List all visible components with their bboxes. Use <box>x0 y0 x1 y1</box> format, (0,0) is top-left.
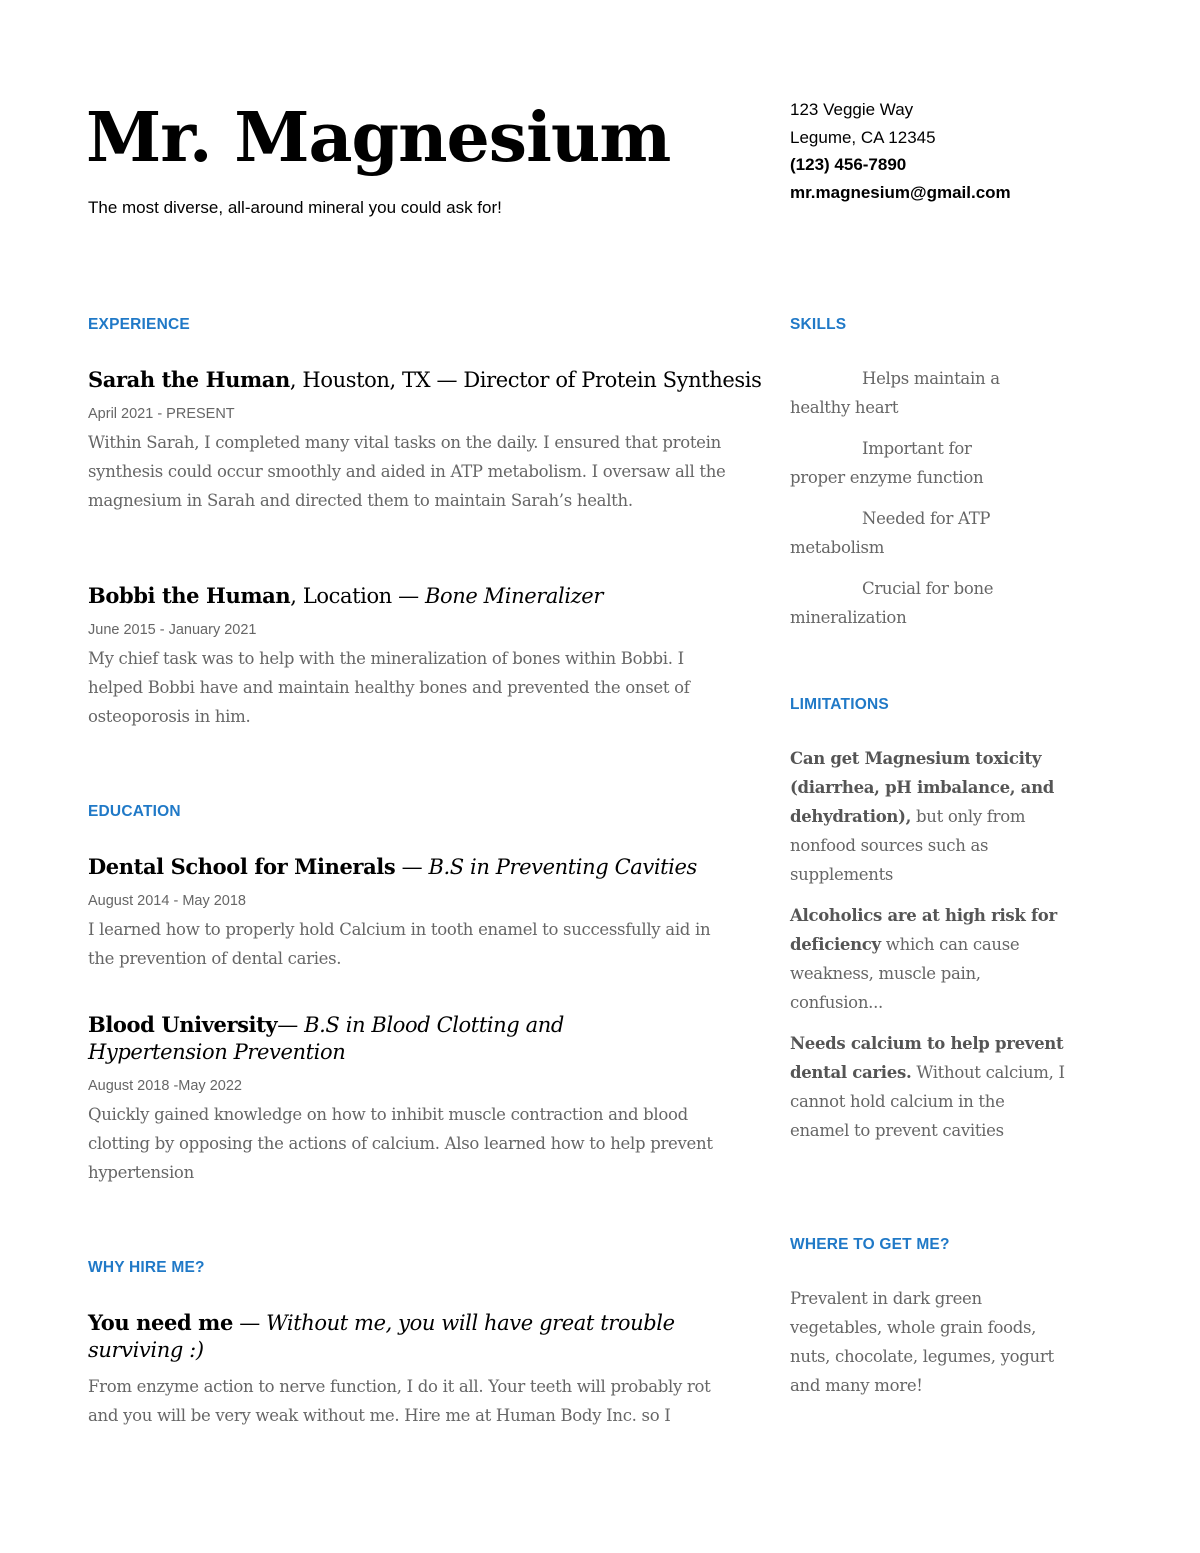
entry-location: , Location — <box>290 584 425 608</box>
education-heading: EDUCATION <box>88 803 181 820</box>
limitation-rest: which can cause weakness, muscle pain, confusion... <box>790 935 1020 1012</box>
where-text: Prevalent in dark green vegetables, whole grain foods, nuts, chocolate, legumes, yogurt and many more! <box>790 1289 1054 1395</box>
limitation-item <box>790 901 1065 1017</box>
entry-dates: June 2015 - January 2021 <box>88 622 257 638</box>
skills-heading: SKILLS <box>790 316 847 333</box>
skill-item: Important for proper enzyme function <box>790 439 984 487</box>
entry-sep: — <box>232 1311 267 1335</box>
contact-phone: (123) 456-7890 <box>790 155 907 174</box>
experience-entry <box>88 582 738 731</box>
entry-school: Dental School for Minerals <box>88 854 396 879</box>
contact-block <box>790 96 1011 206</box>
experience-section <box>88 316 738 334</box>
entry-location: , Houston, TX — <box>289 368 464 392</box>
contact-street: 123 Veggie Way <box>790 100 914 119</box>
skills-list <box>790 364 1020 632</box>
entry-org: Bobbi the Human <box>88 583 291 608</box>
limitations-list <box>790 744 1065 1145</box>
entry-sep: — <box>277 1013 305 1037</box>
where-body <box>790 1284 1065 1400</box>
entry-dates: August 2014 - May 2018 <box>88 893 246 909</box>
limitation-rest: but only from nonfood sources such as supplements <box>790 807 1026 884</box>
why-hire-heading: WHY HIRE ME? <box>88 1259 205 1276</box>
entry-title <box>88 582 738 610</box>
entry-title <box>88 1011 708 1066</box>
limitation-bold: Can get Magnesium toxicity (diarrhea, pH imbalance, and dehydration), <box>790 749 1055 826</box>
entry-subtitle: Without me, you will have great trouble surviving :) <box>88 1311 675 1362</box>
entry-org: Sarah the Human <box>88 367 290 392</box>
entry-degree: B.S in Blood Clotting and Hypertension Prevention <box>88 1013 564 1064</box>
entry-dates: August 2018 -May 2022 <box>88 1078 242 1094</box>
entry-description: My chief task was to help with the mineralization of bones within Bobbi. I helped Bobbi have and maintain healthy bones and prevented the onset of osteoporosis in him. <box>88 649 690 726</box>
experience-entry <box>88 366 768 515</box>
education-entry <box>88 1011 713 1187</box>
entry-title <box>88 1309 688 1364</box>
entry-description: From enzyme action to nerve function, I do it all. Your teeth will probably rot and you will be very weak without me. Hire me at Human Body Inc. so I <box>88 1377 711 1425</box>
entry-title <box>88 853 738 881</box>
entry-school: Blood University <box>88 1012 278 1037</box>
limitation-item <box>790 1029 1065 1145</box>
entry-description: Quickly gained knowledge on how to inhibit muscle contraction and blood clotting by opposing the actions of calcium. Also learned how to help prevent hypertension <box>88 1105 713 1182</box>
entry-title <box>88 366 768 394</box>
skills-section <box>790 316 1065 334</box>
limitation-bold: Needs calcium to help prevent dental caries. <box>790 1034 1064 1082</box>
tagline: The most diverse, all-around mineral you could ask for! <box>88 198 502 217</box>
education-section <box>88 803 738 821</box>
entry-role: Director of Protein Synthesis <box>463 368 762 392</box>
why-hire-section <box>88 1259 738 1277</box>
where-heading: WHERE TO GET ME? <box>790 1236 950 1253</box>
entry-description: I learned how to properly hold Calcium in tooth enamel to successfully aid in the prevention of dental caries. <box>88 920 711 968</box>
contact-city: Legume, CA 12345 <box>790 127 936 147</box>
education-entry <box>88 853 738 973</box>
skill-item: Crucial for bone mineralization <box>790 579 994 627</box>
limitation-rest: Without calcium, I cannot hold calcium in the enamel to prevent cavities <box>790 1063 1065 1140</box>
limitation-bold: Alcoholics are at high risk for deficiency <box>790 906 1057 954</box>
entry-heading-text: You need me <box>88 1310 233 1335</box>
entry-description: Within Sarah, I completed many vital tasks on the daily. I ensured that protein synthesis could occur smoothly and aided in ATP metabolism. I oversaw all the magnesium in Sarah and directed them to maintain Sarah’s health. <box>88 433 726 510</box>
entry-dates: April 2021 - PRESENT <box>88 406 235 422</box>
limitations-heading: LIMITATIONS <box>790 696 889 713</box>
skill-item: Helps maintain a healthy heart <box>790 369 1000 417</box>
skill-item: Needed for ATP metabolism <box>790 509 991 557</box>
where-section <box>790 1236 1065 1254</box>
entry-role: Bone Mineralizer <box>424 584 603 608</box>
entry-sep: — <box>395 855 429 879</box>
resume-name: Mr. Magnesium <box>86 98 671 178</box>
entry-degree: B.S in Preventing Cavities <box>428 855 697 879</box>
limitations-section <box>790 696 1065 714</box>
contact-email: mr.magnesium@gmail.com <box>790 182 1011 202</box>
why-hire-entry <box>88 1309 711 1430</box>
limitation-item <box>790 744 1065 889</box>
experience-heading: EXPERIENCE <box>88 316 190 333</box>
